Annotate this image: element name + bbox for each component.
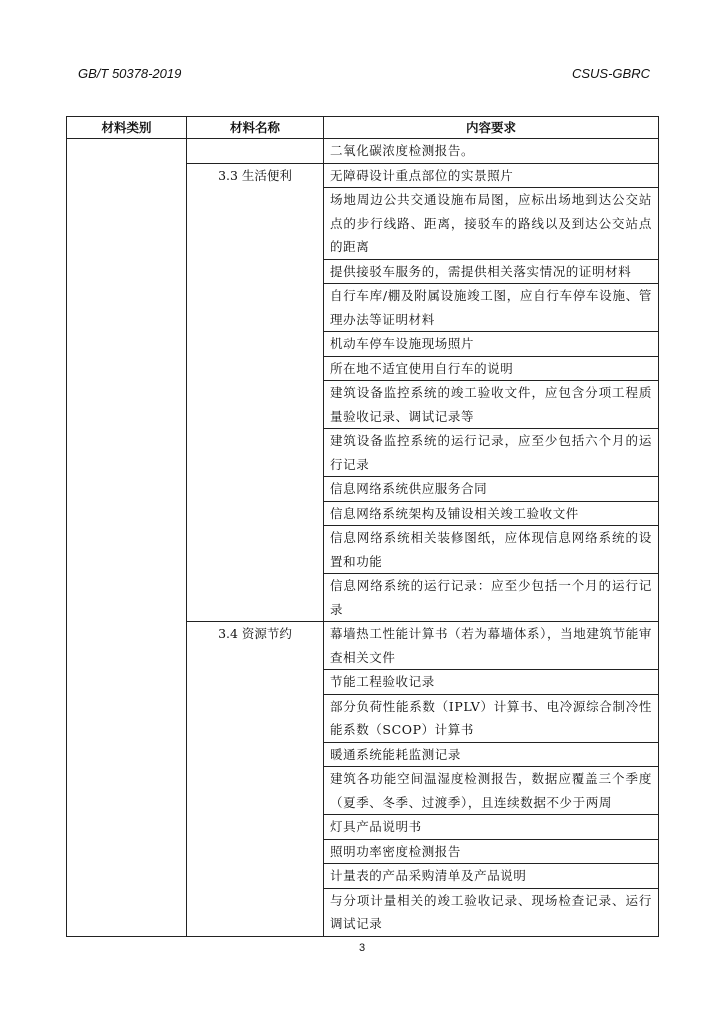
- content-cell: 暖通系统能耗监测记录: [324, 742, 659, 767]
- content-cell: 部分负荷性能系数（IPLV）计算书、电冷源综合制冷性能系数（SCOP）计算书: [324, 694, 659, 742]
- content-cell: 幕墙热工性能计算书（若为幕墙体系），当地建筑节能审查相关文件: [324, 622, 659, 670]
- content-cell: 提供接驳车服务的，需提供相关落实情况的证明材料: [324, 259, 659, 284]
- content-cell: 计量表的产品采购清单及产品说明: [324, 864, 659, 889]
- column-header-category: 材料类别: [67, 117, 187, 139]
- content-cell: 无障碍设计重点部位的实景照片: [324, 163, 659, 188]
- column-header-material-name: 材料名称: [187, 117, 324, 139]
- content-cell: 机动车停车设施现场照片: [324, 332, 659, 357]
- table-row: [67, 139, 659, 164]
- material-name-resource-saving: 3.4 资源节约: [187, 622, 324, 937]
- standard-code: GB/T 50378-2019: [78, 66, 182, 81]
- content-cell: 信息网络系统架构及铺设相关竣工验收文件: [324, 501, 659, 526]
- organization-code: CSUS-GBRC: [571, 66, 650, 81]
- content-cell: 节能工程验收记录: [324, 670, 659, 695]
- table-header-row: [67, 117, 659, 139]
- content-cell: 信息网络系统的运行记录：应至少包括一个月的运行记录: [324, 574, 659, 622]
- content-cell: 照明功率密度检测报告: [324, 839, 659, 864]
- content-cell: 信息网络系统相关装修图纸，应体现信息网络系统的设置和功能: [324, 526, 659, 574]
- content-cell: 与分项计量相关的竣工验收记录、现场检查记录、运行调试记录: [324, 888, 659, 936]
- content-cell: 建筑各功能空间温湿度检测报告，数据应覆盖三个季度（夏季、冬季、过渡季），且连续数据不少于两周: [324, 767, 659, 815]
- category-cell: [67, 139, 187, 937]
- content-cell: 自行车库/棚及附属设施竣工图，应自行车停车设施、管理办法等证明材料: [324, 284, 659, 332]
- content-cell: 灯具产品说明书: [324, 815, 659, 840]
- page-number: 3: [358, 942, 366, 954]
- content-cell: 信息网络系统供应服务合同: [324, 477, 659, 502]
- content-cell: 所在地不适宜使用自行车的说明: [324, 356, 659, 381]
- material-name-cell: [187, 139, 324, 164]
- content-cell: 场地周边公共交通设施布局图，应标出场地到达公交站点的步行线路、距离，接驳车的路线以及到达公交站点的距离: [324, 188, 659, 260]
- content-cell: 建筑设备监控系统的竣工验收文件，应包含分项工程质量验收记录、调试记录等: [324, 381, 659, 429]
- column-header-content-requirements: 内容要求: [324, 117, 659, 139]
- content-cell: 二氧化碳浓度检测报告。: [324, 139, 659, 164]
- content-cell: 建筑设备监控系统的运行记录，应至少包括六个月的运行记录: [324, 429, 659, 477]
- materials-requirements-table: [66, 116, 659, 937]
- material-name-living-convenience: 3.3 生活便利: [187, 163, 324, 622]
